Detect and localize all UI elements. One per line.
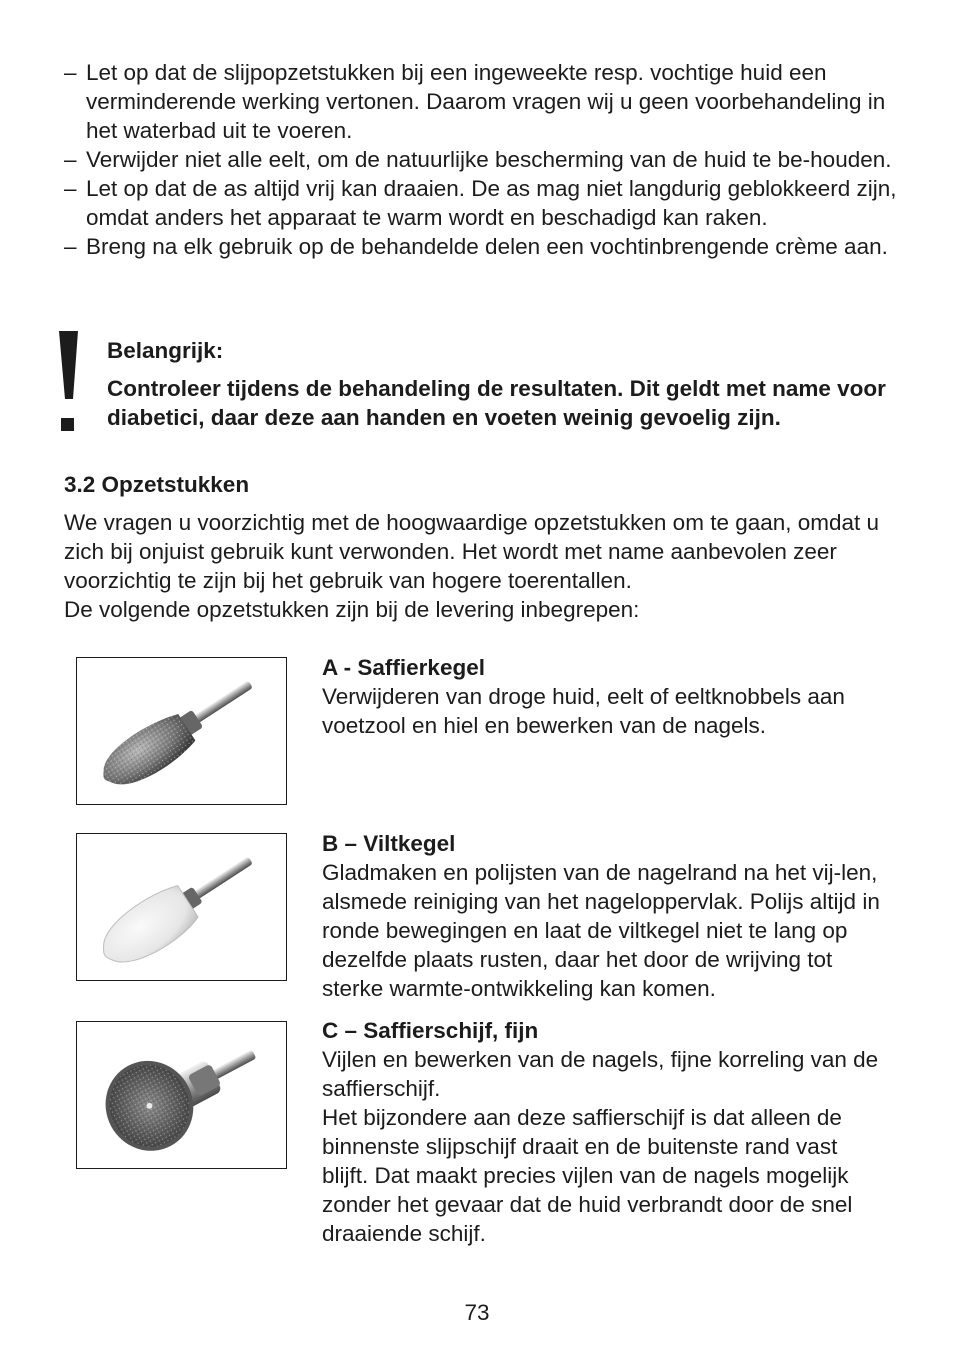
bullet-text: Verwijder niet alle eelt, om de natuurlijke bescherming van de huid te be-houden.	[86, 147, 892, 172]
sapphire-disc-image	[76, 1021, 287, 1169]
intro-paragraph-2: De volgende opzetstukken zijn bij de levering inbegrepen:	[64, 597, 640, 622]
intro-paragraph: We vragen u voorzichtig met de hoogwaardige opzetstukken om te gaan, omdat u zich bij onjuist gebruik kunt verwonden. Het wordt met name aanbevolen zeer voorzichtig te zijn bij het gebruik van hogere toerentallen.	[64, 510, 880, 593]
warning-title: Belangrijk:	[107, 338, 224, 363]
list-item: – Let op dat de as altijd vrij kan draaien. De as mag niet langdurig geblokkeerd zijn, omdat anders het apparaat te warm wordt en beschadigd kan raken.	[64, 176, 897, 230]
bullet-text: Let op dat de as altijd vrij kan draaien. De as mag niet langdurig geblokkeerd zijn, omdat anders het apparaat te warm wordt en beschadigd kan raken.	[86, 176, 897, 230]
bullet-text: Breng na elk gebruik op de behandelde delen een vochtinbrengende crème aan.	[86, 234, 888, 259]
item-description: Gladmaken en polijsten van de nagelrand na het vij-len, alsmede reiniging van het nageloppervlak. Polijs altijd in ronde bewegingen en laat de viltkegel niet te lang op dezelfde plaats rusten, daar het door de wrijving tot sterke warmte-ontwikkeling kan komen.	[322, 860, 880, 1001]
item-title: A - Saffierkegel	[322, 655, 485, 680]
item-description-2: Het bijzondere aan deze saffierschijf is dat alleen de binnenste slijpschijf draait en de buitenste rand vast blijft. Dat maakt precies vijlen van de nagels mogelijk zonder het gevaar dat de huid verbrandt door de snel draaiende schijf.	[322, 1105, 853, 1246]
list-item: – Verwijder niet alle eelt, om de natuurlijke bescherming van de huid te be-houden.	[64, 147, 892, 172]
page-number: 73	[464, 1300, 490, 1325]
item-title: C – Saffierschijf, fijn	[322, 1018, 539, 1043]
section-title: 3.2 Opzetstukken	[64, 472, 250, 497]
felt-cone-image	[76, 833, 287, 981]
item-description: Verwijderen van droge huid, eelt of eeltknobbels aan voetzool en hiel en bewerken van de nagels.	[322, 684, 845, 738]
list-item: – Breng na elk gebruik op de behandelde delen een vochtinbrengende crème aan.	[64, 234, 888, 259]
sapphire-cone-image	[76, 657, 287, 805]
warning-text: Controleer tijdens de behandeling de resultaten. Dit geldt met name voor diabetici, daar deze aan handen en voeten weinig gevoelig zijn.	[107, 376, 886, 430]
section-intro	[64, 508, 899, 624]
bullet-list	[64, 58, 904, 261]
item-b	[322, 829, 882, 1003]
warning-box	[107, 336, 887, 432]
item-a	[322, 653, 882, 740]
bullet-text: Let op dat de slijpopzetstukken bij een ingeweekte resp. vochtige huid een verminderende werking vertonen. Daarom vragen wij u geen voorbehandeling in het waterbad uit te voeren.	[86, 60, 886, 143]
list-item: – Let op dat de slijpopzetstukken bij een ingeweekte resp. vochtige huid een verminderende werking vertonen. Daarom vragen wij u geen voorbehandeling in het waterbad uit te voeren.	[64, 60, 886, 143]
item-description: Vijlen en bewerken van de nagels, fijne korreling van de saffierschijf.	[322, 1047, 879, 1101]
item-title: B – Viltkegel	[322, 831, 456, 856]
exclamation-icon	[56, 331, 84, 436]
item-c	[322, 1016, 882, 1248]
